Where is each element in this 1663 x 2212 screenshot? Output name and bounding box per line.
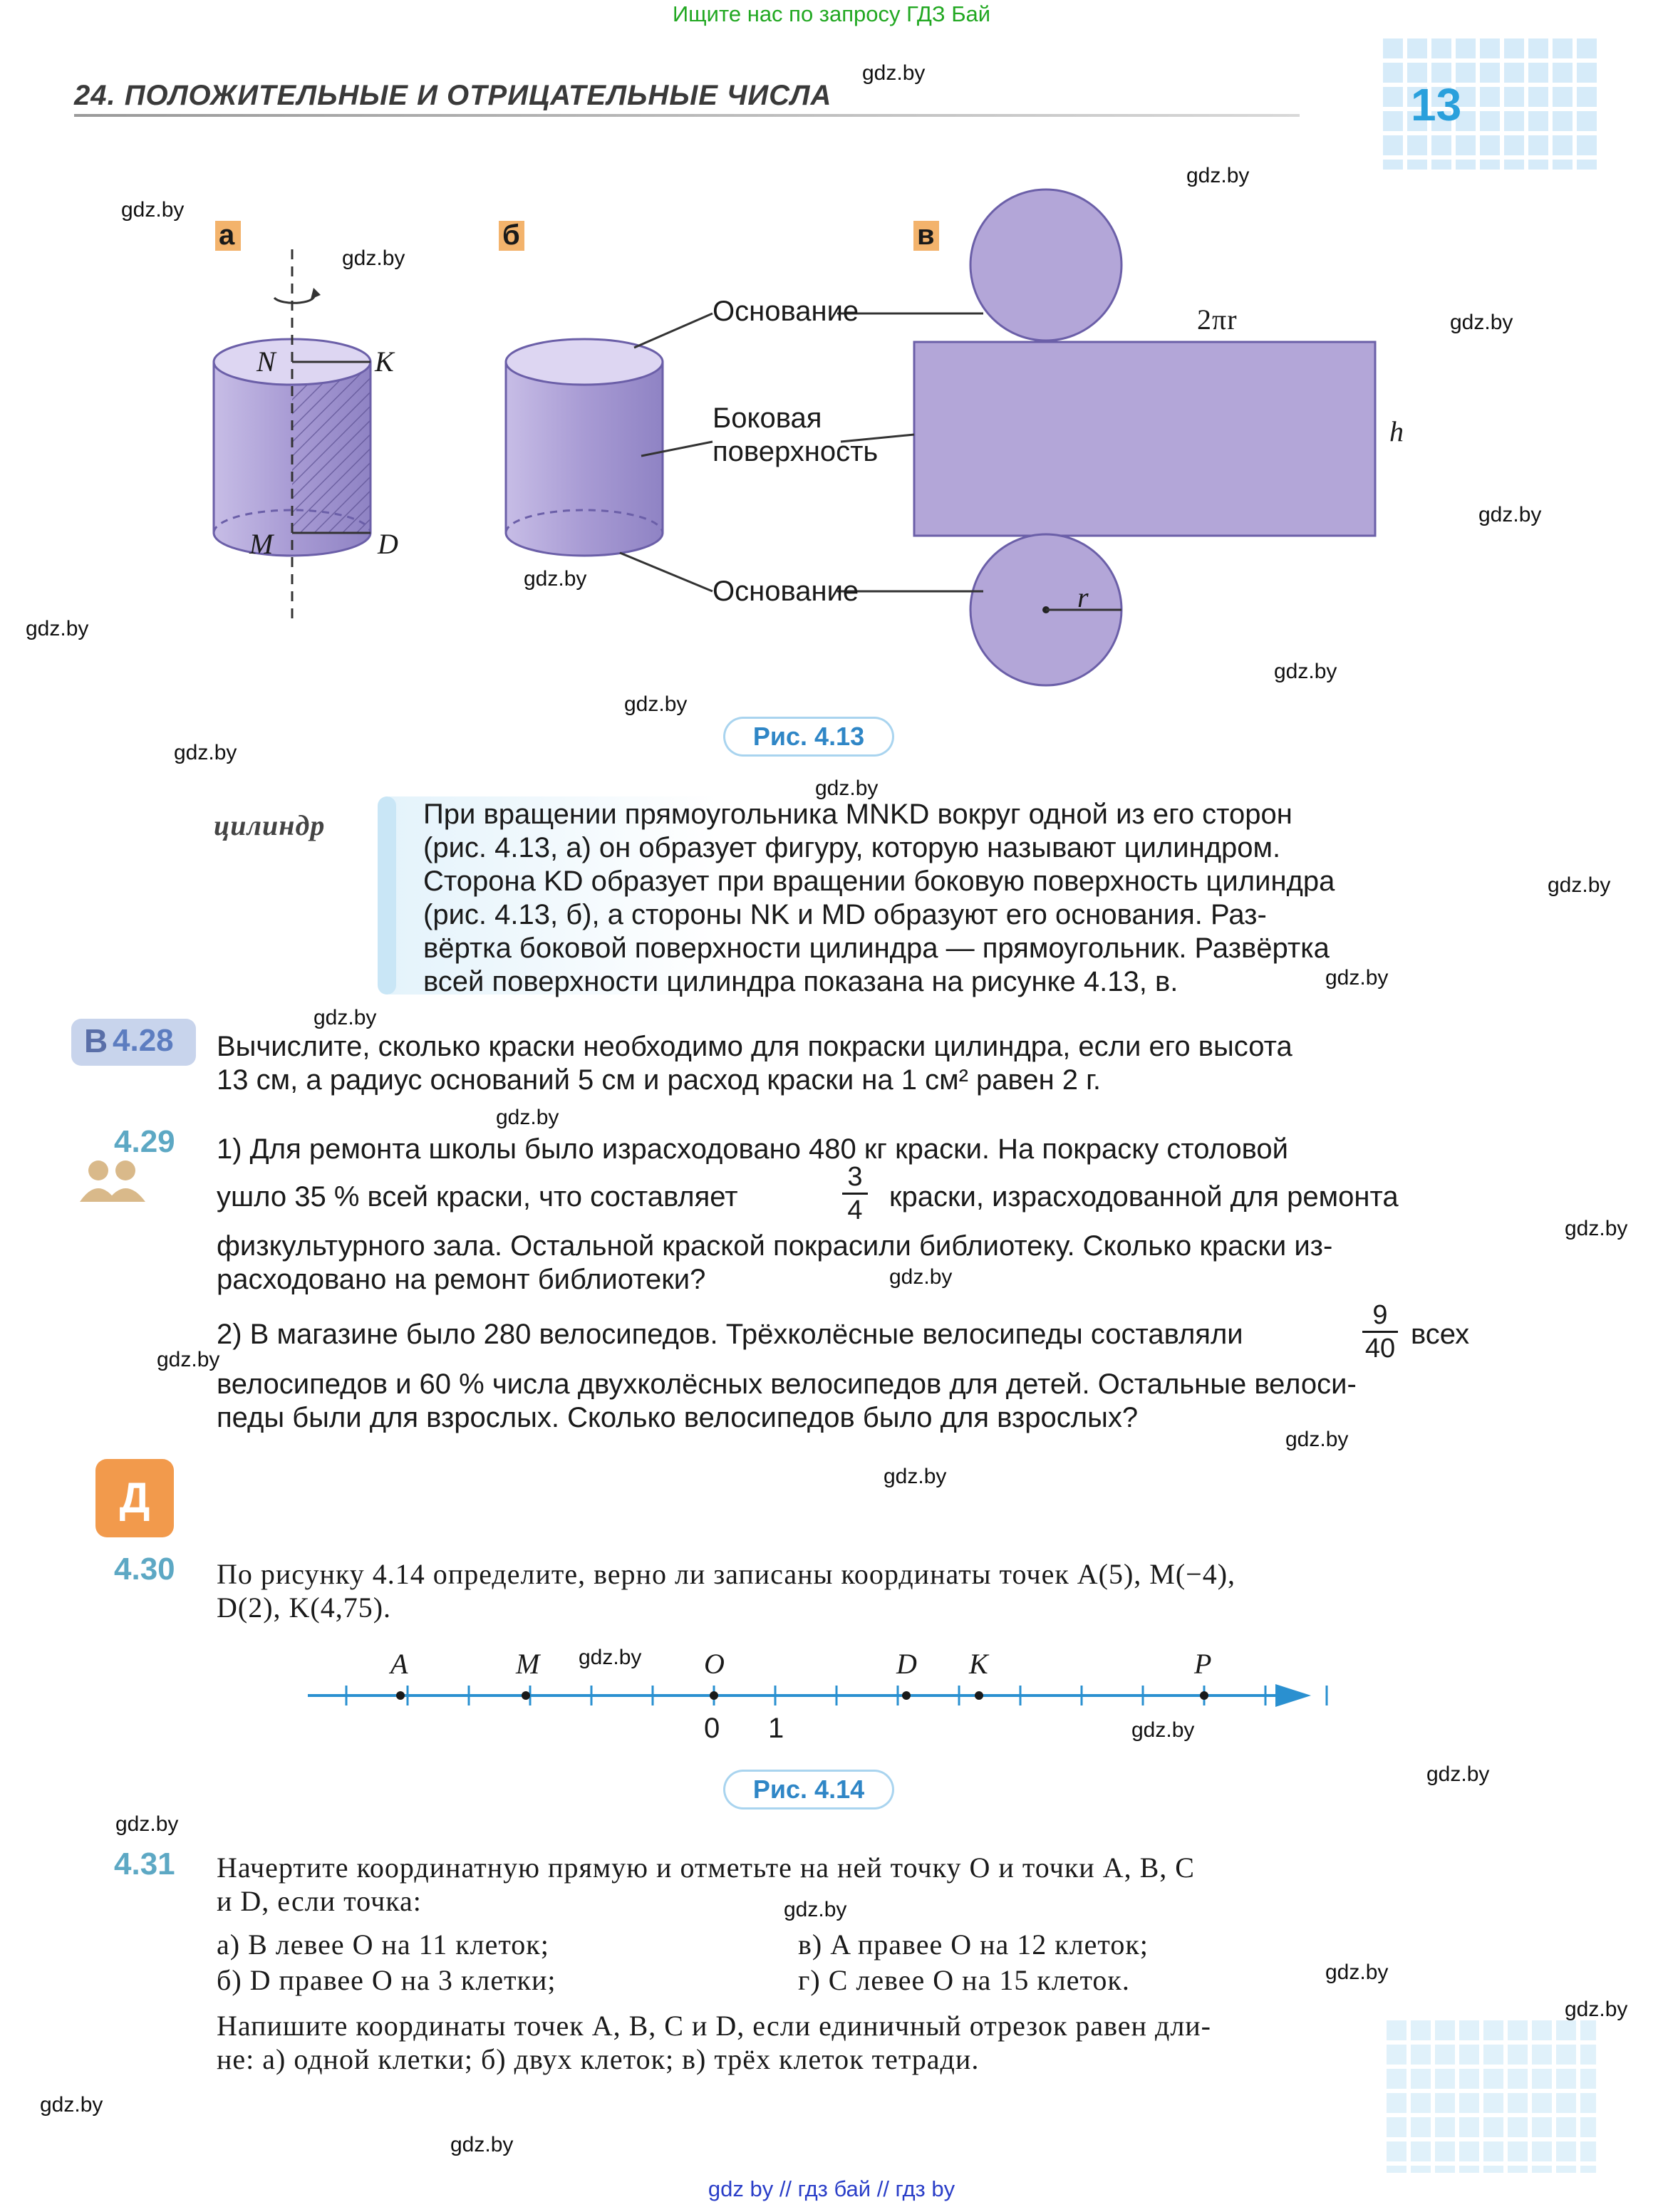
point-m: M — [249, 528, 274, 560]
point-p-dot — [1200, 1691, 1208, 1700]
point-m-dot — [522, 1691, 530, 1700]
definition-text — [423, 798, 1471, 999]
fraction-9-40-den: 40 — [1364, 1334, 1396, 1364]
label-side-2: поверхность — [713, 436, 879, 467]
cylinder-a — [214, 249, 371, 620]
definition-line-1: При вращении прямоугольника MNKD вокруг одной из его сторон — [423, 799, 1292, 830]
fraction-3-4 — [842, 1163, 868, 1225]
label-2pir: 2πr — [1197, 303, 1238, 336]
task-431-line-5: Напишите координаты точек A, B, C и D, если единичный отрезок равен дли- — [217, 2010, 1212, 2042]
panel-b-label: б — [502, 219, 520, 251]
task-431-item-v: в) A правее O на 12 клеток; — [798, 1928, 1149, 1961]
watermark: gdz.by — [884, 1465, 947, 1488]
task-430-line-2: D(2), K(4,75). — [217, 1592, 392, 1624]
panel-v-label: в — [917, 219, 935, 251]
label-base-top: Основание — [713, 296, 859, 327]
page-number: 13 — [1411, 79, 1462, 130]
watermark: gdz.by — [624, 692, 688, 716]
caption-fig-4-14: Рис. 4.14 — [723, 1770, 894, 1809]
panel-a-label: а — [219, 219, 235, 251]
point-o-dot — [710, 1691, 718, 1700]
number-line-label-d: D — [896, 1648, 918, 1680]
watermark: gdz.by — [862, 61, 926, 85]
task-428-number: 4.28 — [113, 1023, 174, 1058]
task-431-item-b: б) D правее O на 3 клетки; — [217, 1964, 556, 1996]
watermark: gdz.by — [1325, 1961, 1389, 1984]
point-n: N — [257, 346, 276, 378]
definition-line-5: вёртка боковой поверхности цилиндра — прямоугольник. Развёртка — [423, 933, 1330, 964]
task-429-line-1: 1) Для ремонта школы было израсходовано 480 кг краски. На покраску столовой — [217, 1133, 1289, 1165]
task-431-text-2 — [217, 2009, 1471, 2076]
fraction-3-4-den: 4 — [847, 1195, 863, 1225]
task-430-line-1: По рисунку 4.14 определите, верно ли записаны координаты точек A(5), M(−4), — [217, 1558, 1236, 1590]
watermark: gdz.by — [784, 1898, 847, 1921]
definition-bar — [378, 796, 396, 995]
label-side-1: Боковая — [713, 403, 822, 434]
watermark: gdz.by — [174, 741, 237, 764]
cylinder-b — [506, 313, 713, 591]
task-429-line-4: расходовано на ремонт библиотеки? — [217, 1264, 706, 1295]
task-429-number: 4.29 — [114, 1124, 175, 1159]
task-429-line-2b: краски, израсходованной для ремонта — [889, 1181, 1399, 1213]
number-line-label-p: P — [1194, 1648, 1213, 1680]
task-430-text — [217, 1557, 1471, 1624]
watermark: gdz.by — [1450, 311, 1513, 334]
watermark: gdz.by — [1325, 966, 1389, 990]
watermark: gdz.by — [40, 2093, 103, 2117]
task-431-item-a: а) B левее O на 11 клеток; — [217, 1928, 549, 1961]
point-k-dot — [975, 1691, 983, 1700]
watermark: gdz.by — [524, 567, 587, 591]
task-429-p2-line-3: педы были для взрослых. Сколько велосипедов было для взрослых? — [217, 1402, 1139, 1433]
watermark: gdz.by — [1285, 1428, 1349, 1451]
definition-term: цилиндр — [214, 809, 326, 841]
task-428-line-1: Вычислите, сколько краски необходимо для покраски цилиндра, если его высота — [217, 1031, 1292, 1062]
watermark: gdz.by — [1478, 503, 1542, 526]
cylinder-net — [837, 189, 1375, 685]
watermark: gdz.by — [314, 1006, 377, 1029]
point-d: D — [378, 528, 399, 560]
definition-line-4: (рис. 4.13, б), а стороны NK и MD образуют его основания. Раз- — [423, 899, 1267, 930]
number-line-zero: 0 — [704, 1713, 720, 1744]
task-431-line-1: Начертите координатную прямую и отметьте на ней точку O и точки A, B, C — [217, 1852, 1195, 1884]
definition-line-2: (рис. 4.13, а) он образует фигуру, которую называют цилиндром. — [423, 832, 1281, 863]
task-431-line-2: и D, если точка: — [217, 1885, 422, 1917]
watermark: gdz.by — [1565, 1217, 1628, 1240]
task-429-p2-line-2: велосипедов и 60 % числа двухколёсных велосипедов для детей. Остальные велоси- — [217, 1369, 1357, 1400]
watermark: gdz.by — [1131, 1718, 1195, 1742]
fraction-3-4-num: 3 — [847, 1162, 863, 1192]
task-428-badge-letter: В — [84, 1022, 108, 1059]
number-line-label-m: M — [516, 1648, 541, 1680]
watermark: gdz.by — [115, 1812, 179, 1836]
watermark: gdz.by — [157, 1348, 220, 1371]
number-line-label-o: O — [704, 1648, 725, 1680]
bottom-banner[interactable]: gdz by // гдз бай // гдз by — [708, 2176, 955, 2201]
definition-line-6: всей поверхности цилиндра показана на рисунке 4.13, в. — [423, 966, 1178, 997]
chapter-title: 24. ПОЛОЖИТЕЛЬНЫЕ И ОТРИЦАТЕЛЬНЫЕ ЧИСЛА — [74, 80, 832, 111]
task-430-number: 4.30 — [114, 1552, 175, 1587]
badge-d: Д — [95, 1459, 174, 1537]
fraction-9-40 — [1362, 1301, 1398, 1363]
definition-line-3: Сторона KD образует при вращении боковую поверхность цилиндра — [423, 866, 1335, 897]
task-428-line-2: 13 см, а радиус оснований 5 см и расход краски на 1 см² равен 2 г. — [217, 1064, 1101, 1096]
point-a-dot — [396, 1691, 405, 1700]
label-base-bottom: Основание — [713, 576, 859, 607]
watermark: gdz.by — [1426, 1762, 1490, 1786]
watermark: gdz.by — [815, 777, 879, 800]
task-431-line-6: не: а) одной клетки; б) двух клеток; в) трёх клеток тетради. — [217, 2043, 980, 2075]
point-d-dot — [902, 1691, 911, 1700]
task-431-item-g: г) C левее O на 15 клеток. — [798, 1964, 1130, 1996]
task-429-p2-line-1b: всех — [1411, 1319, 1470, 1350]
watermark: gdz.by — [579, 1646, 642, 1669]
fraction-9-40-num: 9 — [1372, 1300, 1388, 1330]
number-line-one: 1 — [768, 1713, 784, 1744]
watermark: gdz.by — [889, 1265, 953, 1289]
number-line-label-a: A — [390, 1648, 409, 1680]
watermark: gdz.by — [450, 2133, 514, 2156]
label-r: r — [1077, 581, 1089, 613]
point-k: K — [375, 346, 395, 378]
task-431-number: 4.31 — [114, 1847, 175, 1881]
pair-work-icon — [77, 1158, 148, 1202]
caption-fig-4-13: Рис. 4.13 — [723, 717, 894, 757]
watermark: gdz.by — [1548, 873, 1611, 897]
figure-4-13 — [0, 0, 1663, 784]
figure-4-14 — [0, 1639, 1663, 1781]
watermark: gdz.by — [26, 617, 89, 640]
task-429-line-3: физкультурного зала. Остальной краской покрасили библиотеку. Сколько краски из- — [217, 1230, 1333, 1262]
top-banner[interactable]: Ищите нас по запросу ГДЗ Бай — [672, 1, 991, 26]
task-429-p2-line-1a: 2) В магазине было 280 велосипедов. Трёхколёсные велосипеды составляли — [217, 1319, 1243, 1350]
label-h: h — [1389, 415, 1404, 447]
number-line-label-k: K — [969, 1648, 989, 1680]
task-429-line-2a: ушло 35 % всей краски, что составляет — [217, 1181, 738, 1213]
task-428-text — [217, 1030, 1471, 1097]
watermark: gdz.by — [121, 198, 185, 222]
watermark: gdz.by — [496, 1106, 559, 1129]
watermark: gdz.by — [1274, 660, 1337, 683]
watermark: gdz.by — [1186, 164, 1250, 187]
watermark: gdz.by — [342, 246, 405, 270]
watermark: gdz.by — [1565, 1998, 1628, 2021]
